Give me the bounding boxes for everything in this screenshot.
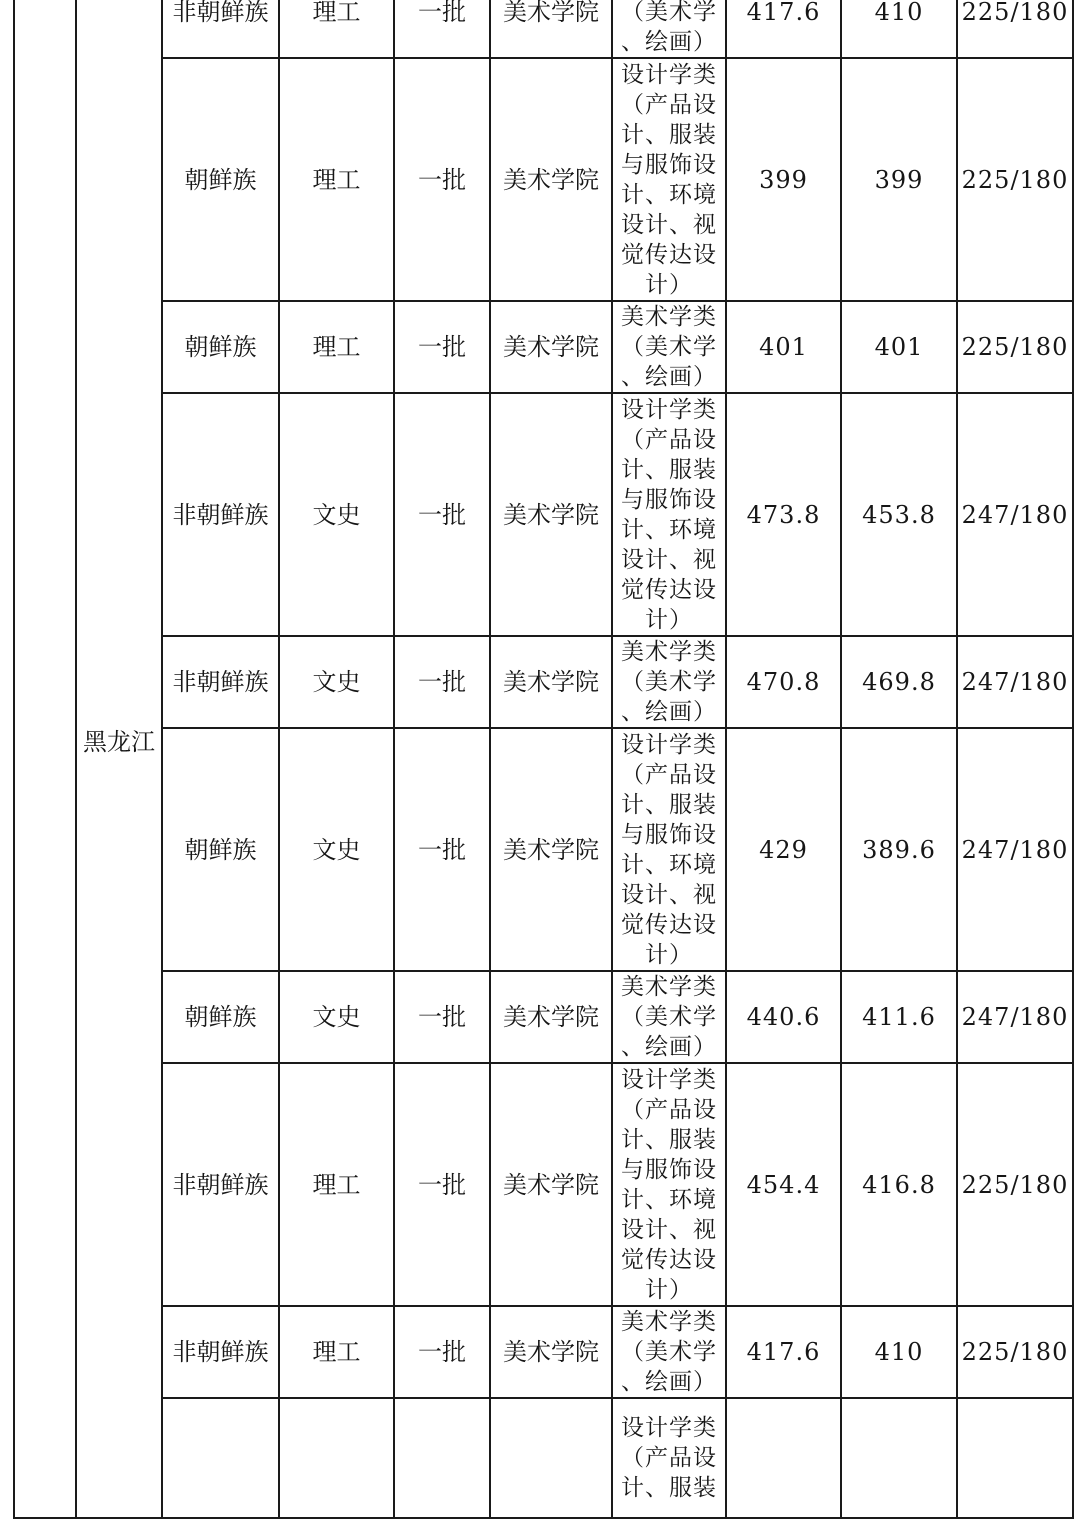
ratio-cell: 247/180	[957, 971, 1073, 1063]
major-line: 与服饰设	[621, 1156, 717, 1183]
major-line: 计、服装	[621, 791, 717, 818]
ratio-cell: 225/180	[957, 1063, 1073, 1306]
table-row	[14, 636, 1073, 728]
ethnicity-cell	[162, 1398, 279, 1518]
major-line: 觉传达设	[621, 1246, 717, 1273]
major-cell	[612, 1063, 726, 1306]
major-cell	[612, 393, 726, 636]
major-cell	[612, 301, 726, 393]
major-line: 美术学类	[621, 639, 717, 665]
major-line: （美术学	[621, 1004, 717, 1030]
score-b-cell: 453.8	[841, 393, 957, 636]
college-cell: 美术学院	[490, 301, 612, 393]
score-b-cell: 389.6	[841, 728, 957, 971]
major-line: （美术学	[621, 1339, 717, 1365]
major-line: 觉传达设	[621, 241, 717, 268]
score-a-cell: 473.8	[726, 393, 841, 636]
table-row	[14, 728, 1073, 971]
major-line: 设计、视	[621, 546, 717, 573]
category-cell: 理工	[279, 58, 394, 301]
score-a-cell: 417.6	[726, 1306, 841, 1398]
major-line: 与服饰设	[621, 486, 717, 513]
major-line: 计）	[645, 941, 693, 968]
batch-cell: 一批	[394, 728, 490, 971]
ethnicity-cell: 非朝鲜族	[162, 636, 279, 728]
college-cell: 美术学院	[490, 971, 612, 1063]
major-line: 设计学类	[621, 396, 717, 423]
ratio-cell: 225/180	[957, 0, 1073, 58]
major-cell	[612, 58, 726, 301]
batch-cell: 一批	[394, 1306, 490, 1398]
college-cell: 美术学院	[490, 636, 612, 728]
blank-leading-column	[14, 0, 76, 1518]
score-a-cell: 401	[726, 301, 841, 393]
major-line: （产品设	[621, 91, 717, 118]
category-cell: 理工	[279, 0, 394, 58]
major-line: （产品设	[621, 1096, 717, 1123]
province-cell: 黑龙江	[76, 0, 162, 1518]
table-row	[14, 58, 1073, 301]
score-b-cell	[841, 1398, 957, 1518]
major-cell	[612, 0, 726, 58]
ratio-cell: 225/180	[957, 1306, 1073, 1398]
major-line: 、绘画）	[621, 1034, 717, 1060]
ratio-cell: 225/180	[957, 301, 1073, 393]
batch-cell: 一批	[394, 58, 490, 301]
college-cell: 美术学院	[490, 58, 612, 301]
category-cell: 理工	[279, 301, 394, 393]
table-row	[14, 393, 1073, 636]
major-line: 计、服装	[621, 1475, 717, 1501]
score-a-cell: 470.8	[726, 636, 841, 728]
ratio-cell: 247/180	[957, 728, 1073, 971]
major-line: （产品设	[621, 1445, 717, 1471]
major-line: 设计学类	[621, 61, 717, 88]
major-cell	[612, 1306, 726, 1398]
major-cell	[612, 971, 726, 1063]
score-b-cell: 401	[841, 301, 957, 393]
table-row	[14, 0, 1073, 58]
major-line: 设计、视	[621, 211, 717, 238]
score-a-cell: 454.4	[726, 1063, 841, 1306]
major-line: 计、服装	[621, 121, 717, 148]
admission-score-table	[13, 0, 1074, 1519]
major-cell	[612, 728, 726, 971]
category-cell: 理工	[279, 1063, 394, 1306]
major-line: 、绘画）	[621, 1369, 717, 1395]
major-line: 计、环境	[621, 516, 717, 543]
ratio-cell: 247/180	[957, 636, 1073, 728]
category-cell: 文史	[279, 636, 394, 728]
table-body	[14, 0, 1073, 1518]
major-line: 觉传达设	[621, 576, 717, 603]
major-line: （美术学	[621, 0, 717, 25]
major-line: 、绘画）	[621, 364, 717, 390]
major-line: 与服饰设	[621, 821, 717, 848]
major-line: 计）	[645, 271, 693, 298]
major-line: 计、环境	[621, 851, 717, 878]
major-line: 设计、视	[621, 1216, 717, 1243]
college-cell: 美术学院	[490, 0, 612, 58]
score-b-cell: 399	[841, 58, 957, 301]
major-line: 美术学类	[621, 1309, 717, 1335]
major-line: 、绘画）	[621, 699, 717, 725]
batch-cell: 一批	[394, 393, 490, 636]
batch-cell	[394, 1398, 490, 1518]
major-line: 设计学类	[621, 1415, 717, 1441]
college-cell: 美术学院	[490, 728, 612, 971]
score-a-cell: 440.6	[726, 971, 841, 1063]
major-line: （产品设	[621, 761, 717, 788]
major-line: 计）	[645, 606, 693, 633]
college-cell	[490, 1398, 612, 1518]
score-b-cell: 416.8	[841, 1063, 957, 1306]
score-b-cell: 469.8	[841, 636, 957, 728]
major-line: （产品设	[621, 426, 717, 453]
batch-cell: 一批	[394, 1063, 490, 1306]
major-line: 与服饰设	[621, 151, 717, 178]
ratio-cell: 225/180	[957, 58, 1073, 301]
college-cell: 美术学院	[490, 1306, 612, 1398]
batch-cell: 一批	[394, 636, 490, 728]
major-line: 计、服装	[621, 456, 717, 483]
ethnicity-cell: 非朝鲜族	[162, 1063, 279, 1306]
score-a-cell: 417.6	[726, 0, 841, 58]
batch-cell: 一批	[394, 301, 490, 393]
score-a-cell: 429	[726, 728, 841, 971]
category-cell	[279, 1398, 394, 1518]
major-line: （美术学	[621, 669, 717, 695]
major-line: 设计、视	[621, 881, 717, 908]
ethnicity-cell: 朝鲜族	[162, 58, 279, 301]
ethnicity-cell: 非朝鲜族	[162, 393, 279, 636]
major-cell	[612, 636, 726, 728]
college-cell: 美术学院	[490, 1063, 612, 1306]
major-line: 设计学类	[621, 1066, 717, 1093]
college-cell: 美术学院	[490, 393, 612, 636]
category-cell: 理工	[279, 1306, 394, 1398]
ratio-cell: 247/180	[957, 393, 1073, 636]
category-cell: 文史	[279, 971, 394, 1063]
major-line: 觉传达设	[621, 911, 717, 938]
table-row	[14, 1398, 1073, 1518]
ethnicity-cell: 朝鲜族	[162, 971, 279, 1063]
major-cell	[612, 1398, 726, 1518]
table-row	[14, 971, 1073, 1063]
ethnicity-cell: 非朝鲜族	[162, 1306, 279, 1398]
batch-cell: 一批	[394, 0, 490, 58]
ratio-cell	[957, 1398, 1073, 1518]
score-b-cell: 410	[841, 1306, 957, 1398]
major-line: （美术学	[621, 334, 717, 360]
major-line: 设计学类	[621, 731, 717, 758]
score-b-cell: 411.6	[841, 971, 957, 1063]
major-line: 计、环境	[621, 181, 717, 208]
table-row	[14, 301, 1073, 393]
score-a-cell	[726, 1398, 841, 1518]
score-b-cell: 410	[841, 0, 957, 58]
category-cell: 文史	[279, 728, 394, 971]
ethnicity-cell: 朝鲜族	[162, 728, 279, 971]
category-cell: 文史	[279, 393, 394, 636]
major-line: 、绘画）	[621, 29, 717, 55]
ethnicity-cell: 非朝鲜族	[162, 0, 279, 58]
ethnicity-cell: 朝鲜族	[162, 301, 279, 393]
table-row	[14, 1306, 1073, 1398]
major-line: 计）	[645, 1276, 693, 1303]
major-line: 计、环境	[621, 1186, 717, 1213]
score-a-cell: 399	[726, 58, 841, 301]
batch-cell: 一批	[394, 971, 490, 1063]
major-line: 美术学类	[621, 304, 717, 330]
major-line: 美术学类	[621, 974, 717, 1000]
major-line: 计、服装	[621, 1126, 717, 1153]
table-row	[14, 1063, 1073, 1306]
